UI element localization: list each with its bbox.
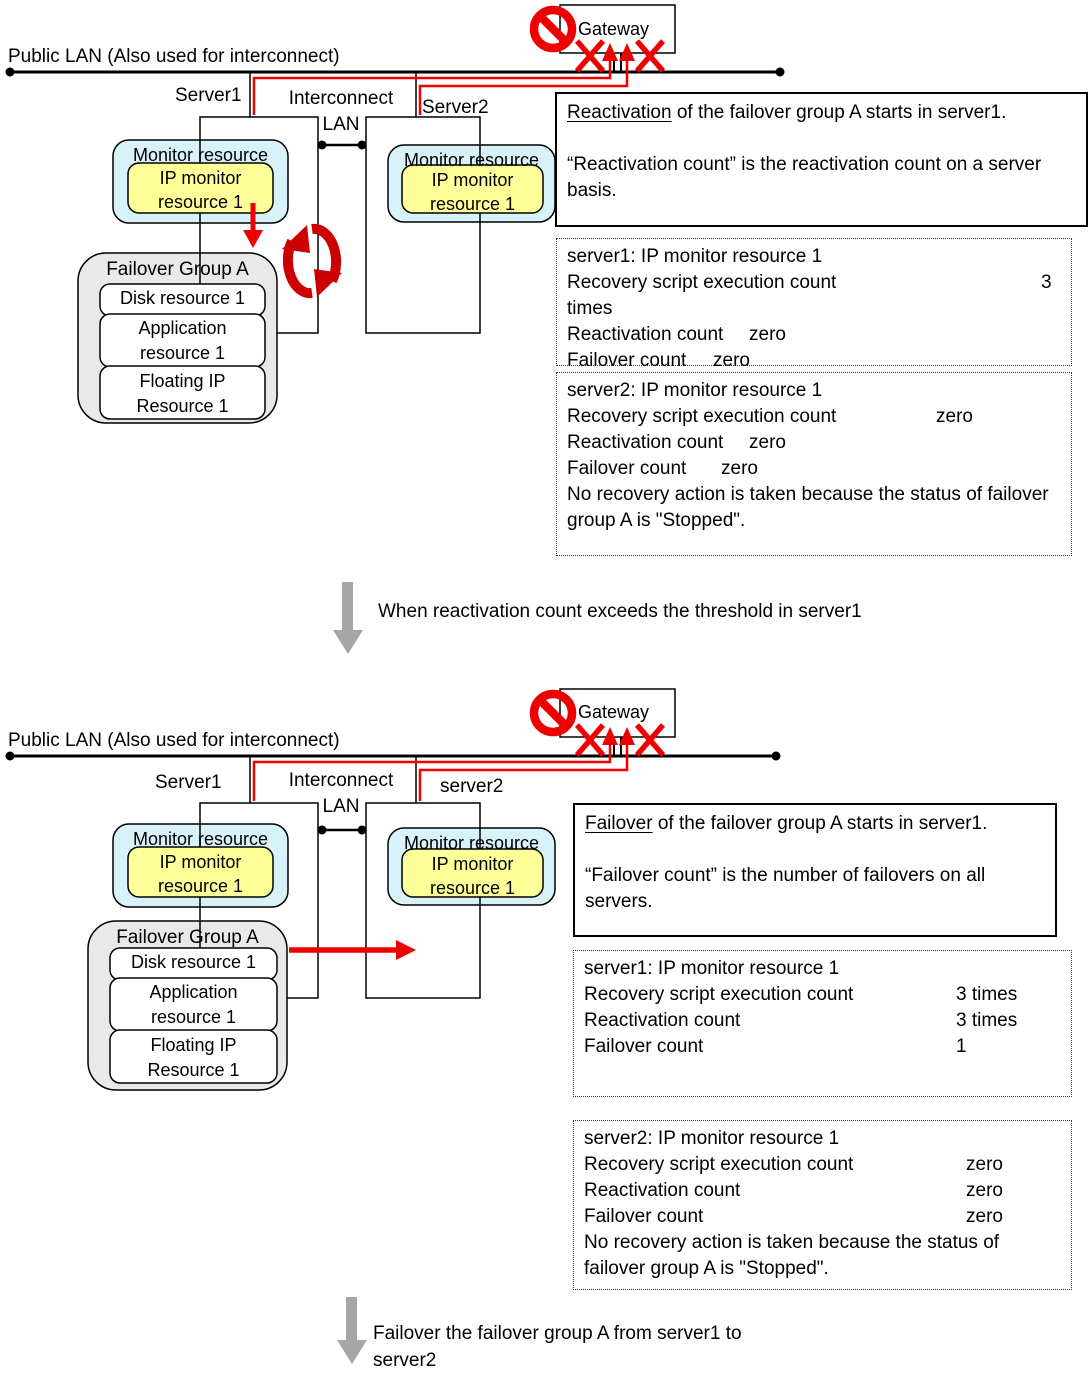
server1-label-top: Server1 [175,85,242,106]
row-value: 3 [1041,272,1052,293]
count-row [567,456,1061,482]
count-row [584,1034,1061,1060]
lan-endpoint-dot [776,68,785,77]
count-row [567,296,1061,322]
row-label: Recovery script execution count [584,984,854,1005]
counts-top-server2-box [556,372,1072,556]
counts-bottom-server2-box [573,1120,1072,1290]
count-row [584,982,1061,1008]
fip-line1: Floating IP [150,1035,237,1055]
right-arrowhead [396,940,416,960]
interconnect-dot [318,826,327,835]
counts-top-server1-box [556,238,1072,371]
row-label: Recovery script execution count [584,1154,854,1175]
note-reactivation-line1 [567,100,1076,126]
row-label: Reactivation count [584,1180,741,1201]
count-row [584,956,1061,982]
fip-line1: Floating IP [139,371,226,391]
row-value: zero [966,1154,1003,1175]
note-reactivation-box [555,92,1088,227]
failover-lead: Failover [585,813,653,834]
lan-label: LAN [322,114,360,135]
note-failover-line1 [585,811,1045,837]
row-value: zero [749,324,786,345]
row-value: zero [936,406,973,427]
floating-ip-label-top [100,369,265,419]
failover-group-title-bottom: Failover Group A [116,927,259,948]
disk-resource-label-top: Disk resource 1 [119,288,246,308]
fip-line2: Resource 1 [136,396,229,416]
ip-monitor1-line1: IP monitor [159,168,242,188]
ip-monitor2-line1: IP monitor [431,854,514,874]
row-value: 1 [956,1036,967,1057]
count-row [584,1008,1061,1034]
row-value: zero [966,1180,1003,1201]
ip-monitor2-line2: resource 1 [429,194,516,214]
monitor2-title-bottom: Monitor resource [403,833,540,853]
row-value: 3 times [956,984,1018,1005]
ip-monitor2-line2: resource 1 [429,878,516,898]
count-row [584,1152,1061,1178]
row-label: Failover count [567,458,687,479]
lan-endpoint-dot [6,68,15,77]
note-failover-box [573,803,1057,937]
no-recovery-note: No recovery action is taken because the status of failover group A is "Stopped". [567,484,1049,531]
interconnect-dot [358,141,367,150]
interconnect-label: Interconnect [288,88,394,109]
app-line2: resource 1 [139,343,226,363]
reactivation-rest: of the failover group A starts in server1. [671,102,1007,123]
count-row [584,1178,1061,1204]
ip-monitor2-label-bottom [402,852,543,900]
count-row [567,378,1061,404]
ip-monitor1-line2: resource 1 [157,876,244,896]
monitor2-title-top: Monitor resource [403,150,540,170]
application-resource-label-top [100,316,265,366]
transition-arrow-end [337,1297,367,1364]
public-lan-label-bottom: Public LAN (Also used for interconnect) [8,730,340,751]
app-line1: Application [138,318,227,338]
interconnect-label: Interconnect [288,770,394,791]
note-failover-para2: “Failover count” is the number of failovers on all servers. [585,865,986,912]
ip-monitor2-label-top [402,168,543,216]
count-row [584,1126,1061,1152]
row-label: server1: IP monitor resource 1 [584,958,840,979]
count-row [567,404,1061,430]
interconnect-lan-label-top [271,86,411,138]
cycle-arrowhead [314,269,342,297]
count-row [567,348,1061,374]
server1-label-bottom: Server1 [155,772,222,793]
row-label: Reactivation count [567,324,724,345]
row-value: zero [749,432,786,453]
count-row [567,270,1061,296]
lan-endpoint-dot [772,752,781,761]
lan-label: LAN [322,796,360,817]
row-label: Recovery script execution count [567,272,837,293]
row-value: 3 times [956,1010,1018,1031]
row-value: zero [721,458,758,479]
gateway-label-bottom: Gateway [578,702,650,722]
row-label: Reactivation count [584,1010,741,1031]
row-label: Failover count [584,1206,704,1227]
row-value: zero [966,1206,1003,1227]
monitor1-title-top: Monitor resource [132,145,269,165]
row-label: server2: IP monitor resource 1 [567,380,823,401]
interconnect-lan-label-bottom [271,768,411,820]
monitor1-title-bottom: Monitor resource [132,829,269,849]
transition-mid-text: When reactivation count exceeds the threshold in server1 [378,601,862,622]
row-label: times [567,298,613,319]
server2-label-bottom: server2 [440,776,504,797]
counts-bottom-server1-box [573,950,1072,1097]
ip-monitor1-label-bottom [128,850,273,898]
transition-arrow-mid [333,582,363,654]
failover-group-title-top: Failover Group A [106,259,249,280]
count-row [567,244,1061,270]
fip-line2: Resource 1 [147,1060,240,1080]
ip-monitor1-label-top [128,166,273,214]
row-label: Failover count [567,350,687,371]
no-recovery-note: No recovery action is taken because the status of failover group A is "Stopped". [584,1232,1000,1279]
app-line2: resource 1 [150,1007,237,1027]
public-lan-label-top: Public LAN (Also used for interconnect) [8,46,340,67]
transition-end-text: Failover the failover group A from server1 to server2 [373,1323,742,1371]
lan-endpoint-dot [6,752,15,761]
application-resource-label-bottom [110,980,277,1030]
failover-rest: of the failover group A starts in server1. [652,813,988,834]
interconnect-dot [318,141,327,150]
down-arrowhead [243,230,263,248]
row-value: zero [713,350,750,371]
row-label: server1: IP monitor resource 1 [567,246,823,267]
row-label: Reactivation count [567,432,724,453]
server2-label-top: Server2 [422,97,489,118]
row-label: Recovery script execution count [567,406,837,427]
reactivation-lead: Reactivation [567,102,672,123]
disk-resource-label-bottom: Disk resource 1 [130,952,257,972]
count-row [584,1204,1061,1230]
ip-monitor2-line1: IP monitor [431,170,514,190]
count-row [567,430,1061,456]
floating-ip-label-bottom [110,1033,277,1083]
app-line1: Application [149,982,238,1002]
row-label: Failover count [584,1036,704,1057]
gateway-label-top: Gateway [578,19,650,39]
count-row [567,322,1061,348]
row-label: server2: IP monitor resource 1 [584,1128,840,1149]
ip-monitor1-line1: IP monitor [159,852,242,872]
interconnect-dot [358,826,367,835]
note-reactivation-para2: “Reactivation count” is the reactivation count on a server basis. [567,154,1042,201]
ip-monitor1-line2: resource 1 [157,192,244,212]
cycle-arrowhead [282,225,310,253]
